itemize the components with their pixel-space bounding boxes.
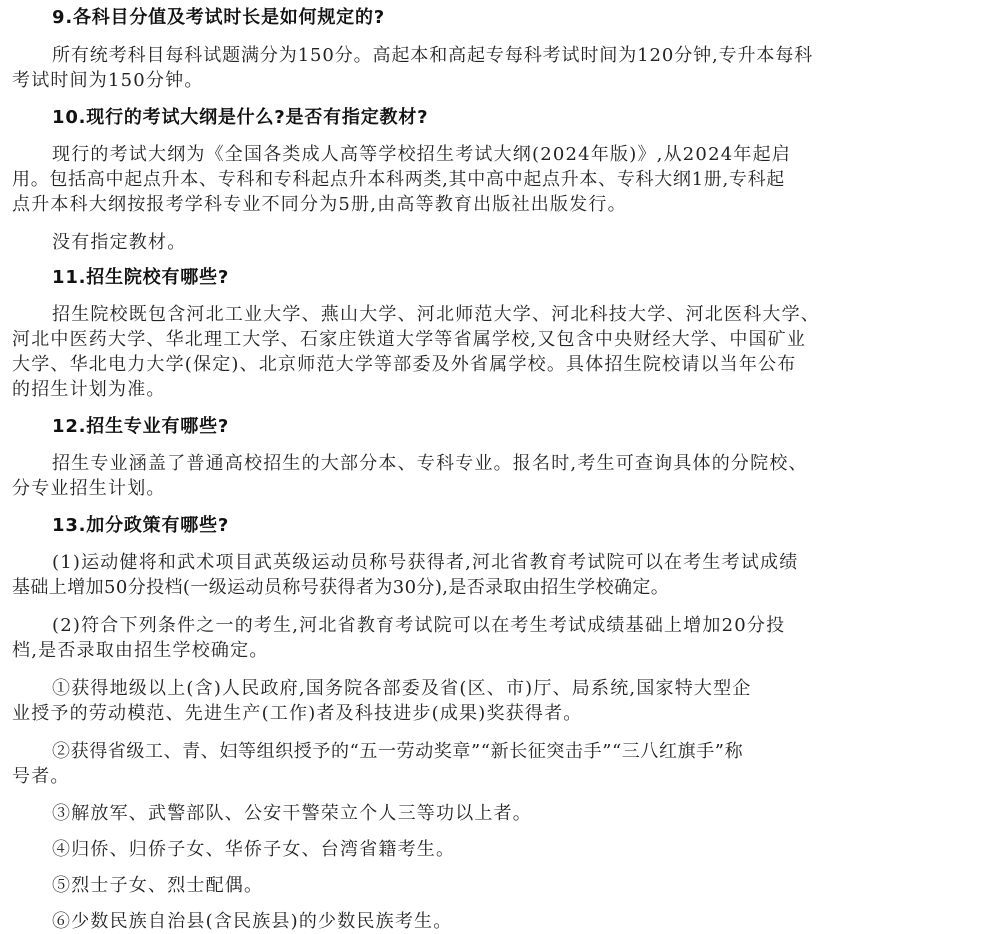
section-heading: 10.现行的考试大纲是什么?是否有指定教材?: [52, 107, 429, 128]
paragraph-line: 基础上增加50分投档(一级运动员称号获得者为30分),是否录取由招生学校确定。: [12, 577, 670, 598]
section-heading: 12.招生专业有哪些?: [52, 416, 230, 437]
section-heading: 11.招生院校有哪些?: [52, 267, 230, 288]
paragraph-line: 点升本科大纲按报考学科专业不同分为5册,由高等教育出版社出版发行。: [12, 194, 627, 215]
paragraph-line: 所有统考科目每科试题满分为150分。高起本和高起专每科考试时间为120分钟,专升本每科: [52, 45, 814, 66]
paragraph-line: 档,是否录取由招生学校确定。: [12, 640, 269, 661]
paragraph-line: 号者。: [12, 766, 70, 787]
paragraph-line: ⑥少数民族自治县(含民族县)的少数民族考生。: [52, 911, 453, 932]
section-heading: 13.加分政策有哪些?: [52, 515, 230, 536]
paragraph-line: 现行的考试大纲为《全国各类成人高等学校招生考试大纲(2024年版)》,从2024年起启: [52, 144, 791, 165]
paragraph-line: 招生专业涵盖了普通高校招生的大部分本、专科专业。报名时,考生可查询具体的分院校、: [52, 453, 808, 474]
paragraph-line: ⑤烈士子女、烈士配偶。: [52, 875, 264, 896]
paragraph-line: 大学、华北电力大学(保定)、北京师范大学等部委及外省属学校。具体招生院校请以当年公布: [12, 354, 797, 375]
paragraph-line: 业授予的劳动模范、先进生产(工作)者及科技进步(成果)奖获得者。: [12, 703, 583, 724]
section-heading: 9.各科目分值及考试时长是如何规定的?: [52, 7, 386, 28]
paragraph-line: 用。包括高中起点升本、专科和专科起点升本科两类,其中高中起点升本、专科大纲1册,专科起: [12, 169, 785, 190]
paragraph-line: 没有指定教材。: [52, 232, 187, 253]
paragraph-line: ①获得地级以上(含)人民政府,国务院各部委及省(区、市)厅、局系统,国家特大型企: [52, 678, 752, 699]
paragraph-line: 河北中医药大学、华北理工大学、石家庄铁道大学等省属学校,又包含中央财经大学、中国矿业: [12, 329, 807, 350]
paragraph-line: ④归侨、归侨子女、华侨子女、台湾省籍考生。: [52, 839, 456, 860]
paragraph-line: 分专业招生计划。: [12, 478, 166, 499]
paragraph-line: 考试时间为150分钟。: [12, 70, 204, 91]
paragraph-line: (2)符合下列条件之一的考生,河北省教育考试院可以在考生考试成绩基础上增加20分投: [52, 615, 786, 636]
paragraph-line: (1)运动健将和武术项目武英级运动员称号获得者,河北省教育考试院可以在考生考试成绩: [52, 552, 799, 573]
paragraph-line: ②获得省级工、青、妇等组织授予的“五一劳动奖章”“新长征突击手”“三八红旗手”称: [52, 741, 744, 762]
paragraph-line: ③解放军、武警部队、公安干警荣立个人三等功以上者。: [52, 803, 532, 824]
paragraph-line: 招生院校既包含河北工业大学、燕山大学、河北师范大学、河北科技大学、河北医科大学、: [52, 304, 820, 325]
paragraph-line: 的招生计划为准。: [12, 379, 166, 400]
